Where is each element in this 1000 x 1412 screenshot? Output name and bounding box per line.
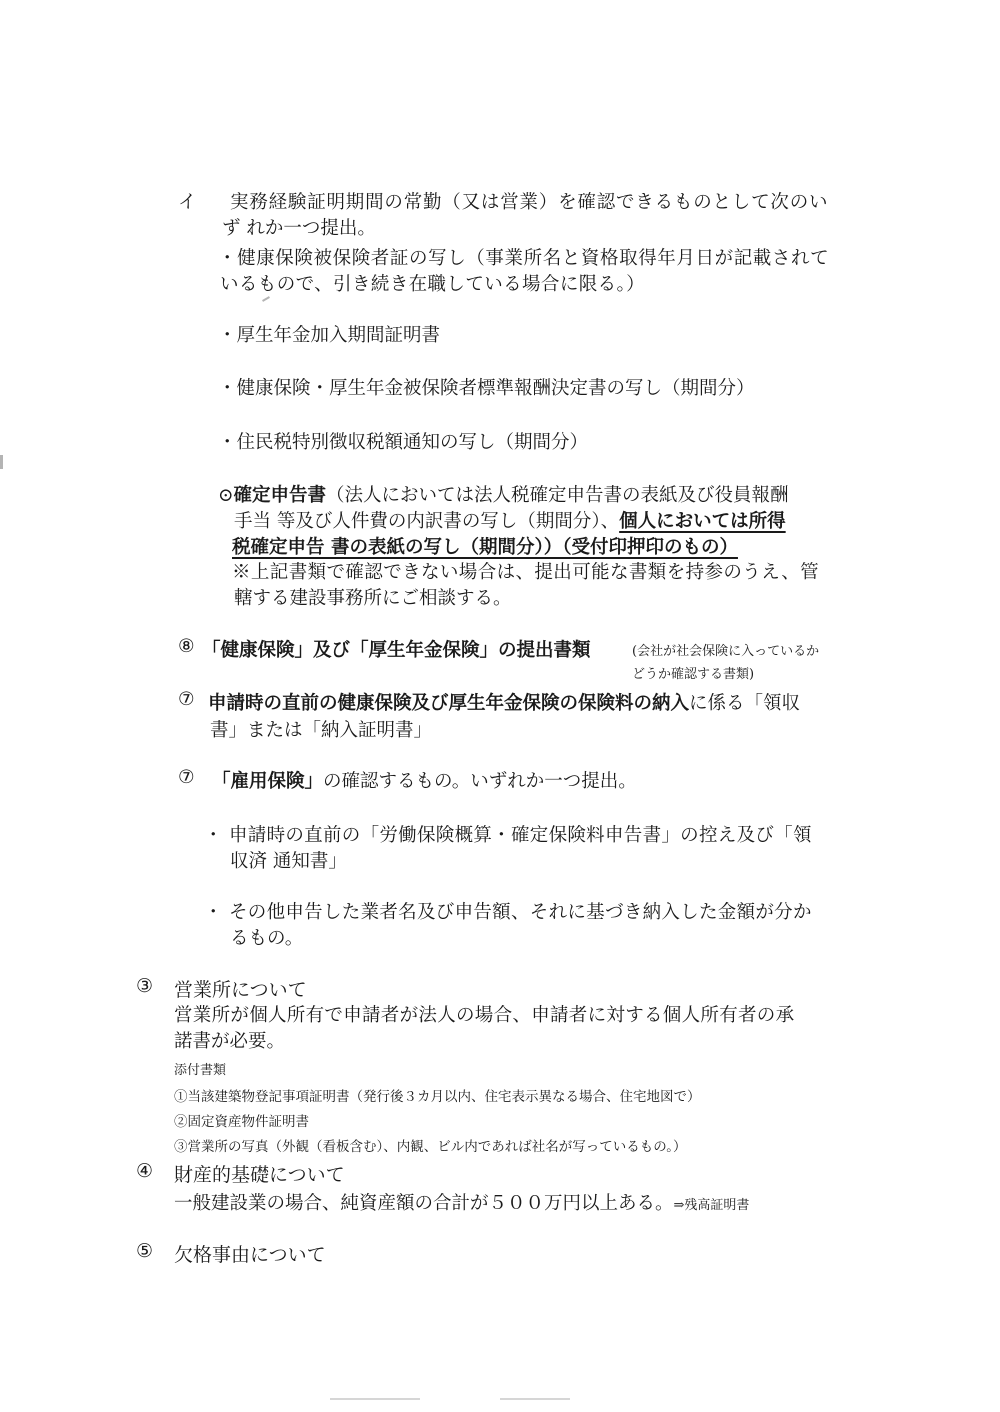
section3-attach-label: 添付書類: [174, 1063, 227, 1078]
item-shinsei-marker: ⑦: [178, 689, 195, 710]
item-koyo-bullet1-line2: 収済 通知書」: [230, 851, 347, 872]
item-i-bullet5-line1: [218, 481, 789, 507]
item-i-bullet3: ・健康保険・厚生年金被保険者標準報酬決定書の写し（期間分）: [218, 378, 755, 399]
item-koyo-bullet2-line1: ・ その他申告した業者名及び申告額、それに基づき納入した金額が分か: [204, 902, 812, 923]
section4-title: 財産的基礎について: [174, 1164, 345, 1186]
item-i-bullet5-line2: [234, 507, 786, 533]
item-i-note-line1: ※上記書類で確認できない場合は、提出可能な書類を持参のうえ、管: [232, 562, 820, 583]
item-i-bullet2: ・厚生年金加入期間証明書: [218, 325, 441, 346]
section5-marker: ⑤: [136, 1240, 154, 1262]
item-kenko-title: 「健康保険」及び「厚生年金保険」の提出書類: [202, 640, 591, 661]
section3-attach2: ②固定資産物件証明書: [174, 1114, 309, 1130]
item-shinsei-line1-rest: に係る「領収: [689, 693, 801, 714]
item-shinsei-line1: [208, 689, 800, 715]
item-i-bullet1-line1: ・健康保険被保険者証の写し（事業所名と資格取得年月日が記載されて: [218, 248, 830, 269]
item-i-bullet1-line2: いるもので、引き続き在職している場合に限る。）: [220, 274, 646, 295]
section3-marker: ③: [136, 975, 154, 997]
item-koyo-bullet1-line1: ・ 申請時の直前の「労働保険概算・確定保険料申告書」の控え及び「領: [204, 825, 812, 846]
section4-arrow-note: ⇒残高証明書: [673, 1198, 750, 1213]
scan-artifact: [262, 296, 270, 302]
item-koyo-marker: ⑦: [178, 767, 195, 788]
item-i-bullet5-line1-rest: （法人においては法人税確定申告書の表紙及び役員報酬: [326, 485, 789, 506]
item-koyo-bullet2-line2: るもの。: [230, 928, 304, 949]
item-shinsei-line1-bold: 申請時の直前の健康保険及び厚生年金保険の保険料の納入: [208, 693, 690, 714]
section4-line1-text: 一般建設業の場合、純資産額の合計が５００万円以上ある。: [174, 1193, 674, 1214]
scan-artifact: [330, 1398, 420, 1400]
section3-attach3: ③営業所の写真（外観（看板含む）、内観、ビル内であれば社名が写っているもの。）: [174, 1139, 687, 1155]
scan-artifact: [0, 455, 3, 469]
section3-line2: 諾書が必要。: [174, 1031, 286, 1052]
section3-line1: 営業所が個人所有で申請者が法人の場合、申請者に対する個人所有者の承: [174, 1005, 795, 1026]
section4-marker: ④: [136, 1160, 154, 1182]
item-shinsei-line2: 書」または「納入証明書」: [210, 720, 433, 741]
item-kenko-note-line2: どうか確認する書類): [632, 667, 755, 682]
section4-line1: [174, 1189, 749, 1215]
item-kenko-note-line1: (会社が社会保険に入っているか: [632, 644, 820, 659]
item-i-bullet4: ・住民税特別徴収税額通知の写し（期間分）: [218, 432, 589, 453]
item-i-note-line2: 轄する建設事務所にご相談する。: [234, 588, 512, 609]
item-i-line2: ず れか一つ提出。: [222, 218, 376, 239]
item-koyo-line: [212, 767, 637, 793]
item-kenko-marker: ⑧: [178, 636, 195, 657]
item-i-bullet5-line2-a: 手当 等及び人件費の内訳書の写し（期間分）、: [234, 511, 620, 532]
section3-title: 営業所について: [174, 979, 307, 1001]
item-koyo-bold: 「雇用保険」: [212, 771, 324, 792]
item-i-bullet5-line2-b: 個人においては所得: [619, 511, 786, 532]
item-i-line1: 実務経験証明期間の常勤（又は営業）を確認できるものとして次のい: [230, 192, 829, 213]
kakutei-shinkoku-label: 確定申告書: [233, 485, 327, 506]
item-koyo-rest: の確認するもの。いずれか一つ提出。: [323, 771, 637, 792]
item-i-bullet5-line3: 税確定申告 書の表紙の写し（期間分））（受付印押印のもの）: [232, 537, 738, 558]
section5-title: 欠格事由について: [174, 1244, 326, 1266]
section3-attach1: ①当該建築物登記事項証明書（発行後３カ月以内、住宅表示異なる場合、住宅地図で）: [174, 1089, 701, 1105]
circle-dot-icon: ⊙: [218, 485, 234, 506]
scan-artifact: [500, 1398, 570, 1400]
item-i-marker: イ: [178, 192, 197, 213]
